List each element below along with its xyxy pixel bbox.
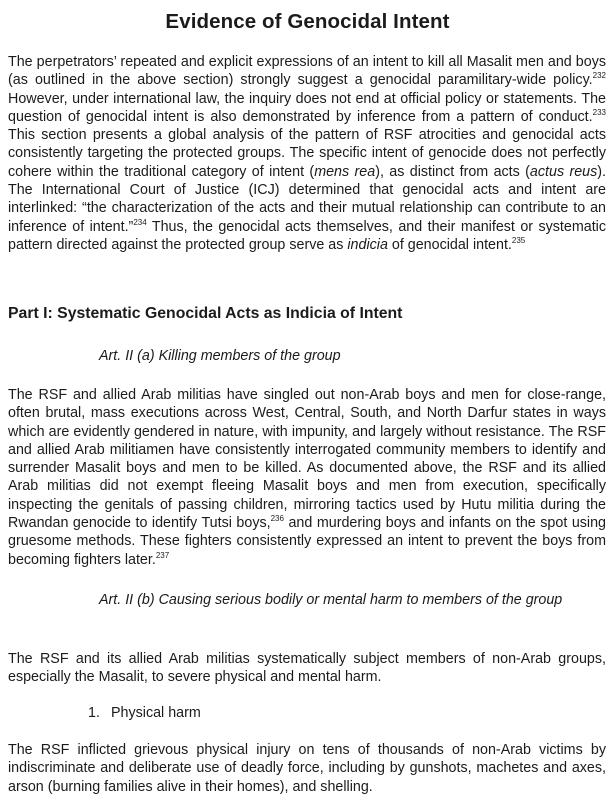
footnote-ref[interactable]: 237 [155,550,170,560]
intro-paragraph [8,53,606,254]
item-label: Physical harm [111,705,201,721]
numbered-item-physical-harm [88,704,201,722]
item-number: 1. [88,705,100,721]
intro-text-7: of genocidal intent. [387,236,512,253]
intro-text-1: The perpetrators’ repeated and explicit expressions of an intent to kill all Masalit men and boys (as outlined in the above section) strongly suggest a genocidal paramilitary-wide policy. [8,54,606,89]
intro-text-6: Thus, the genocidal acts themselves, and their manifest or systematic pattern directed against the protected group serve as [8,218,606,253]
footnote-ref[interactable]: 236 [270,514,284,524]
term-actus-reus: actus reus [529,163,598,180]
footnote-ref[interactable]: 235 [511,236,526,246]
footnote-ref[interactable]: 232 [592,71,606,81]
intro-text-2: However, under international law, the inquiry does not end at official policy or statements. The question of genocidal intent is also demonstrated by inference from a pattern of conduct. [8,90,606,125]
killing-text-1: The RSF and allied Arab militias have singled out non-Arab boys and men for close-range, often brutal, mass executions across West, Central, South, and North Darfur states in ways which are evidently gendered in nature, with impunity, and largely without resistance. The RSF and allied Arab militiamen have consistently interrogated community members to identify and surrender Masalit boys and men to be killed. As documented above, the RSF and its allied Arab militias did not exempt fleeing Masalit boys and men from execution, specifically inspecting the genitals of passing children, mirroring tactics used by Hutu militia during the Rwandan genocide to identify Tutsi boys, [8,387,606,532]
harm-intro-paragraph: The RSF and its allied Arab militias systematically subject members of non-Arab groups, especially the Masalit, to severe physical and mental harm. [8,651,606,686]
physical-harm-paragraph: The RSF inflicted grievous physical injury on tens of thousands of non-Arab victims by indiscriminate and deliberate use of deadly force, including by gunshots, machetes and axes, arson (burning families alive in their homes), and shelling. [8,742,606,795]
section-heading: Part I: Systematic Genocidal Acts as Indicia of Intent [8,305,403,322]
footnote-ref[interactable]: 233 [592,108,606,118]
term-mens-rea: mens rea [314,163,376,180]
killing-paragraph [8,386,606,569]
intro-text-4: ), as distinct from acts ( [375,163,530,180]
intro-text-3: This section presents a global analysis of the pattern of RSF atrocities and genocidal acts consistently targeting the protected groups. The specific intent of genocide does not perfectly cohere within the traditional category of intent ( [8,127,606,180]
article-heading-a: Art. II (a) Killing members of the group [99,348,341,364]
intro-text-5: ). The International Court of Justice (ICJ) determined that genocidal acts and intent are interlinked: “the characterization of the acts and their mutual relationship can contribute to an inference of intent.” [8,163,607,235]
killing-text-2: and murdering boys and infants on the spot using gruesome methods. These fighters consistently expressed an intent to prevent the boys from becoming fighters later. [8,515,606,568]
term-indicia: indicia [347,236,388,253]
article-heading-b: Art. II (b) Causing serious bodily or mental harm to members of the group [99,592,563,608]
page-title: Evidence of Genocidal Intent [165,10,450,33]
footnote-ref[interactable]: 234 [133,217,147,227]
